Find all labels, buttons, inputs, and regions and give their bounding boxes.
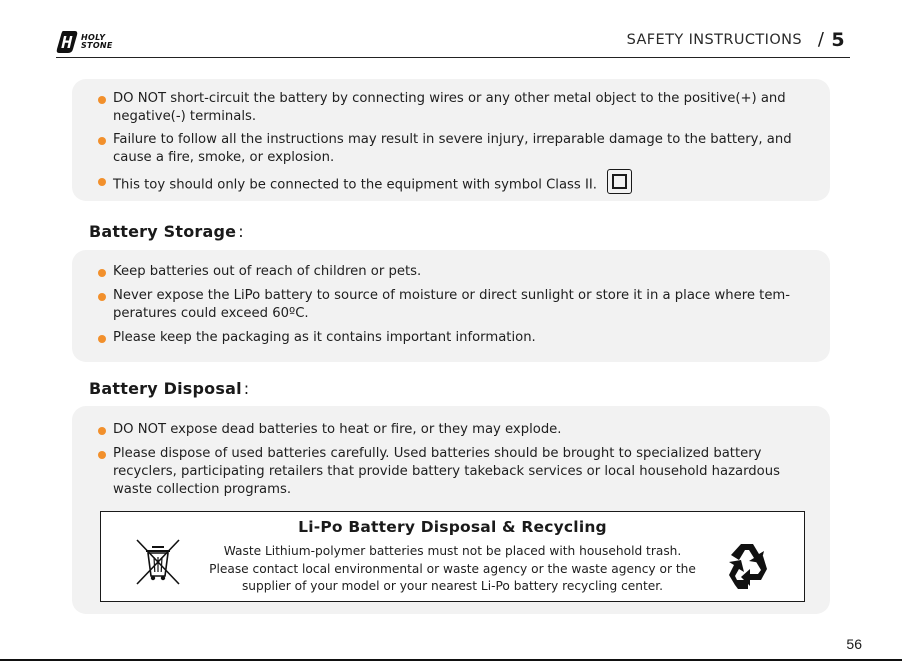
list-item-text: Please dispose of used batteries carefully. Used batteries should be brought to specialized battery recyclers, participating retailers that provide battery takeback services or local household hazardous waste collection programs.	[113, 446, 780, 497]
heading-text: Battery Storage	[89, 222, 237, 241]
header-rule	[56, 57, 850, 58]
list-item-text: DO NOT short-circuit the battery by connecting wires or any other metal object to the positive(+) and negative(-) terminals.	[113, 91, 786, 124]
intro-warnings-box	[72, 79, 830, 201]
recycling-text	[189, 543, 716, 596]
brand-line-1: HOLY	[81, 33, 106, 42]
class-ii-symbol-icon	[607, 169, 632, 194]
bullet-icon	[98, 427, 106, 435]
header-separator: /	[817, 29, 824, 50]
page-header	[56, 26, 850, 58]
bullet-icon	[98, 293, 106, 301]
heading-colon: :	[243, 379, 250, 398]
bullet-icon	[98, 96, 106, 104]
list-item	[72, 172, 830, 197]
footer-rule	[0, 659, 902, 661]
recycle-icon	[721, 539, 773, 591]
recycling-title: Li-Po Battery Disposal & Recycling	[298, 518, 607, 536]
section-number	[828, 30, 848, 48]
heading-colon: :	[238, 222, 244, 241]
holy-stone-logo-icon	[56, 30, 78, 54]
battery-disposal-heading	[89, 379, 249, 398]
list-item-text: Never expose the LiPo battery to source of moisture or direct sunlight or store it in a place where tem-peratures could exceed 60ºC.	[113, 288, 791, 321]
section-title: SAFETY INSTRUCTIONS	[626, 32, 802, 48]
list-item-text: This toy should only be connected to the equipment with symbol Class II.	[113, 177, 597, 193]
brand-logo	[56, 28, 113, 56]
list-item-text: DO NOT expose dead batteries to heat or fire, or they may explode.	[113, 422, 562, 437]
crossed-out-wheelie-bin-icon	[135, 538, 181, 586]
recycling-line-3: supplier of your model or your nearest Li-Po battery recycling center.	[241, 579, 664, 593]
list-item	[72, 131, 830, 167]
recycling-line-1: Waste Lithium-polymer batteries must not be placed with household trash.	[223, 544, 682, 558]
list-item	[72, 329, 830, 347]
bullet-icon	[98, 137, 106, 145]
heading-text: Battery Disposal	[89, 379, 242, 398]
bullet-icon	[98, 335, 106, 343]
recycling-notice	[100, 511, 805, 602]
brand-line-2: STONE	[81, 41, 113, 50]
list-item-text: Failure to follow all the instructions may result in severe injury, irreparable damage to the battery, and cause a fire, smoke, or explosion.	[113, 132, 792, 165]
section-number-text: 5	[831, 30, 845, 48]
list-item	[72, 421, 830, 439]
list-item-text: Please keep the packaging as it contains important information.	[113, 330, 536, 345]
list-item	[72, 90, 830, 126]
recycling-line-2: Please contact local environmental or waste agency or the waste agency or the	[209, 561, 696, 576]
bullet-icon	[98, 451, 106, 459]
bullet-icon	[98, 178, 106, 186]
list-item	[72, 445, 830, 499]
list-item-text: Keep batteries out of reach of children or pets.	[113, 264, 422, 279]
battery-storage-heading	[89, 222, 244, 241]
battery-storage-box	[72, 250, 830, 362]
bullet-icon	[98, 269, 106, 277]
list-item	[72, 263, 830, 281]
page-number: 56	[846, 636, 862, 652]
list-item	[72, 287, 830, 323]
